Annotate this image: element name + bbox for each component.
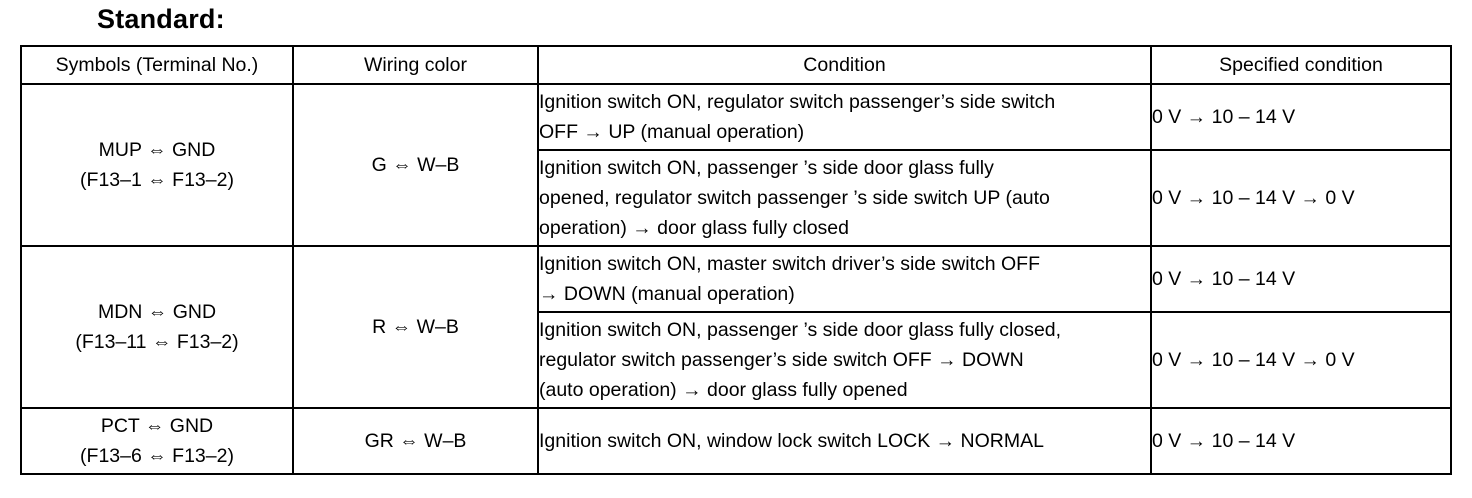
header-wiring-color: Wiring color [293,46,538,84]
terminal-check-table [20,45,1452,475]
condition-line: operation) → door glass fully closed [539,217,849,239]
terminal-symbol: MDN ⇔ GND [97,301,217,323]
specified-condition-cell: 0 V → 10 – 14 V [1151,246,1451,312]
condition-line: opened, regulator switch passenger ’s side switch UP (auto [539,187,1050,209]
condition-line: → DOWN (manual operation) [539,283,795,305]
condition-cell [538,84,1151,150]
table-row [21,408,1451,474]
condition-line: (auto operation) → door glass fully opened [539,379,908,401]
wiring-color-cell: R ⇔ W–B [293,246,538,408]
header-specified-condition: Specified condition [1151,46,1451,84]
symbol-cell [21,84,293,246]
terminal-numbers: (F13–11 ⇔ F13–2) [75,331,239,353]
section-heading: Standard: [97,4,225,34]
wiring-color-cell: G ⇔ W–B [293,84,538,246]
condition-line: OFF → UP (manual operation) [539,121,805,143]
terminal-numbers: (F13–1 ⇔ F13–2) [80,169,234,191]
condition-line: regulator switch passenger’s side switch OFF → DOWN [539,349,1024,371]
terminal-numbers: (F13–6 ⇔ F13–2) [80,445,234,467]
condition-cell [538,246,1151,312]
condition-cell [538,312,1151,408]
table-row [21,246,1451,312]
table-row [21,84,1451,150]
header-condition: Condition [538,46,1151,84]
wiring-color-cell: GR ⇔ W–B [293,408,538,474]
specified-condition-cell: 0 V → 10 – 14 V [1151,408,1451,474]
header-symbols: Symbols (Terminal No.) [21,46,293,84]
condition-cell [538,408,1151,474]
condition-line: Ignition switch ON, window lock switch LOCK → NORMAL [539,430,1044,452]
condition-cell [538,150,1151,246]
specified-condition-cell: 0 V → 10 – 14 V [1151,84,1451,150]
terminal-symbol: PCT ⇔ GND [100,415,214,437]
symbol-cell [21,408,293,474]
table-header-row [21,46,1451,84]
condition-line: Ignition switch ON, regulator switch passenger’s side switch [539,91,1056,113]
condition-line: Ignition switch ON, passenger ’s side door glass fully [539,157,994,179]
specified-condition-cell: 0 V → 10 – 14 V → 0 V [1151,312,1451,408]
symbol-cell [21,246,293,408]
terminal-symbol: MUP ⇔ GND [98,139,216,161]
condition-line: Ignition switch ON, passenger ’s side door glass fully closed, [539,319,1062,341]
specified-condition-cell: 0 V → 10 – 14 V → 0 V [1151,150,1451,246]
condition-line: Ignition switch ON, master switch driver’s side switch OFF [539,253,1040,275]
